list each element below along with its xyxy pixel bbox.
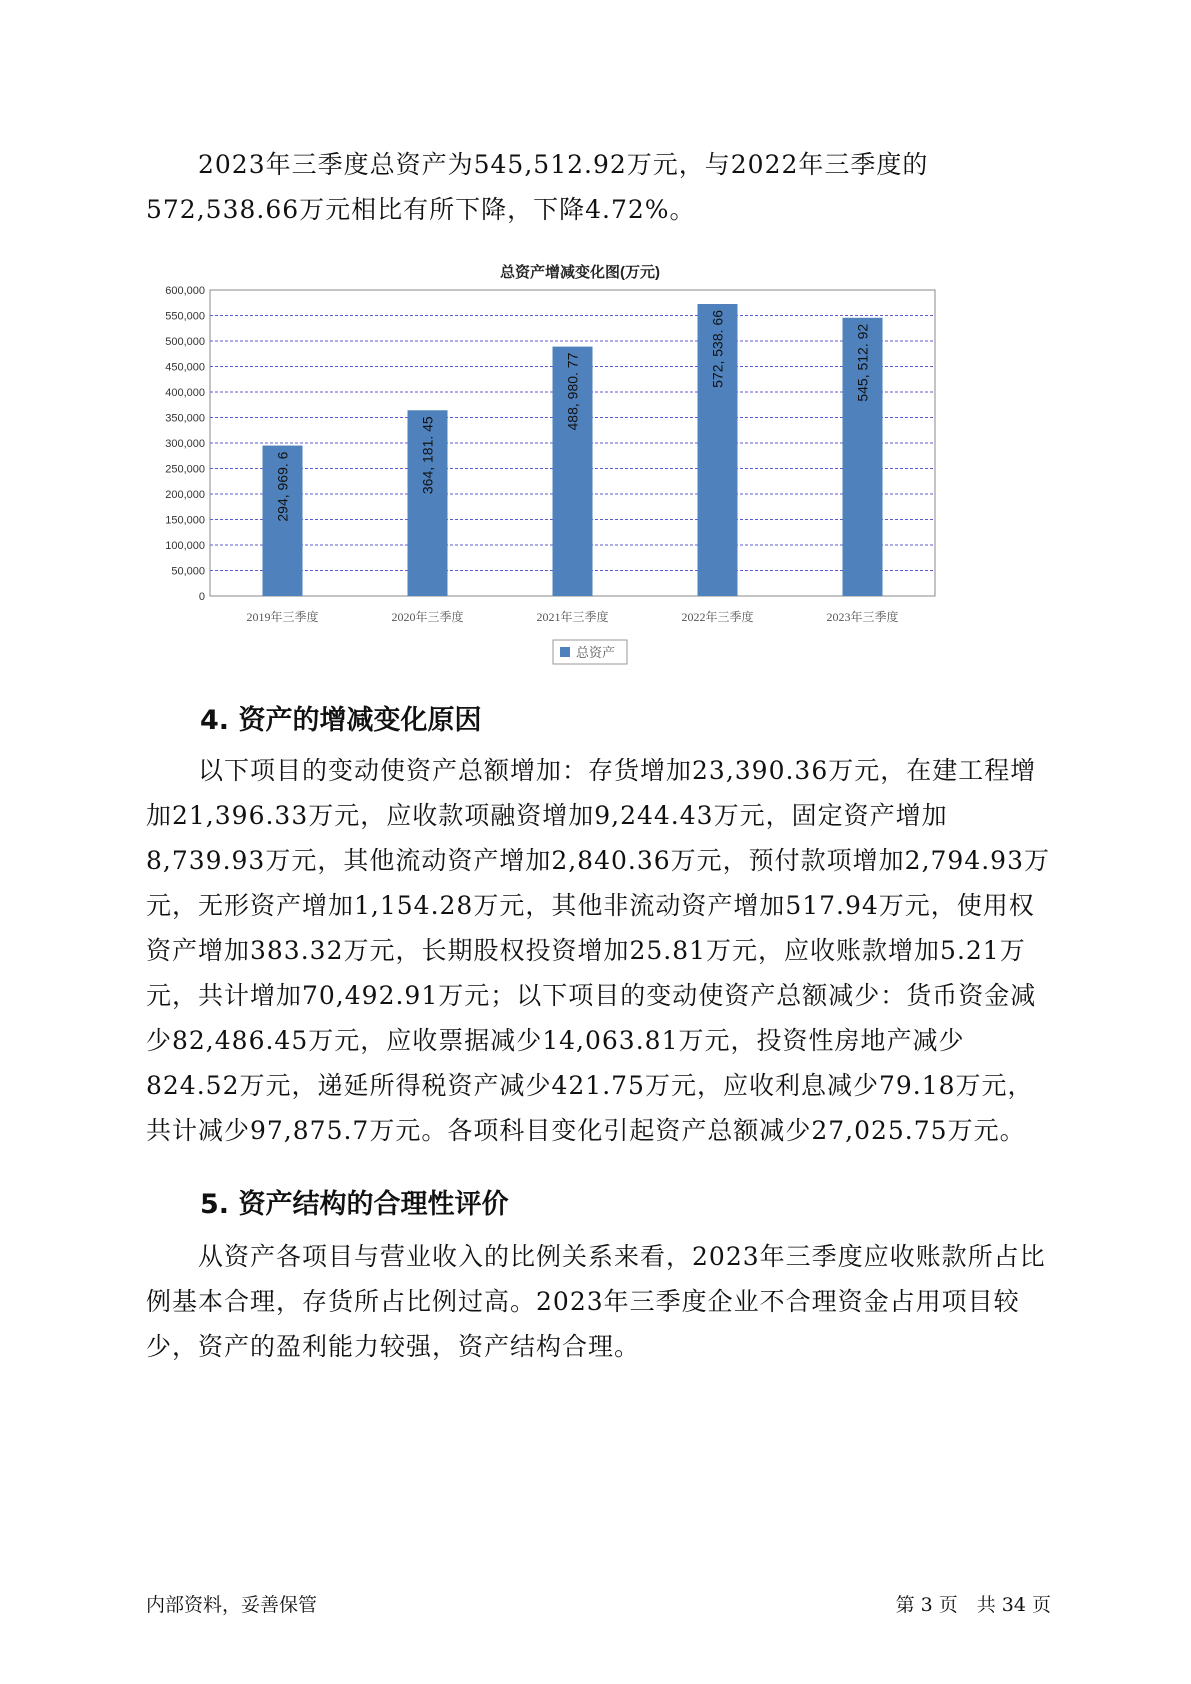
section4-paragraph [146,748,1056,1153]
y-tick-label: 50,000 [171,565,205,578]
x-tick-label: 2020年三季度 [391,610,464,624]
legend-label: 总资产 [576,645,616,660]
section5-paragraph [146,1234,1056,1369]
chart-bars [263,304,883,596]
bar-data-label: 294, 969. 6 [274,451,291,522]
chart-legend [553,640,627,664]
y-tick-label: 300,000 [165,438,205,450]
bar-data-label: 488, 980. 77 [564,352,581,431]
y-tick-label: 100,000 [165,540,205,552]
y-tick-label: 150,000 [165,514,205,527]
y-tick-label: 600,000 [165,285,205,297]
footer-note: 内部资料，妥善保管 [146,1594,318,1616]
section4-text: 以下项目的变动使资产总额增加：存货增加23,390.36万元，在建工程增加21,396.33万元，应收款项融资增加9,244.43万元，固定资产增加8,739.93万元，其他流动资产增加2,840.36万元，预付款项增加2,794.93万元，无形资产增加1,154.28万元，其他非流动资产增加517.94万元，使用权资产增加383.32万元，长期股权投资增加25.81万元，应收账款增加5.21万元，共计增加70,492.91万元；以下项目的变动使资产总额减少：货币资金减少82,486.45万元，应收票据减少14,063.81万元，投资性房地产减少824.52万元，递延所得税资产减少421.75万元，应收利息减少79.18万元，共计减少97,875.7万元。各项科目变化引起资产总额减少27,025.75万元。 [146,756,1050,1145]
x-tick-label: 2019年三季度 [246,610,319,624]
intro-paragraph [146,142,1056,232]
y-tick-label: 500,000 [165,336,205,348]
section4-heading: 4. 资产的增减变化原因 [200,705,482,736]
y-tick-label: 200,000 [165,489,205,501]
x-tick-label: 2021年三季度 [536,610,609,624]
section5-heading: 5. 资产结构的合理性评价 [200,1189,509,1220]
page-number: 第 3 页 共 34 页 [895,1594,1051,1616]
bar-data-label: 572, 538. 66 [709,310,726,388]
y-tick-label: 550,000 [165,310,205,323]
chart-x-axis [246,609,898,624]
legend-swatch [560,647,570,657]
total-assets-bar-chart [160,262,1020,722]
chart-y-axis [165,285,205,603]
y-tick-label: 400,000 [165,387,205,399]
x-tick-label: 2022年三季度 [681,610,754,624]
chart-title: 总资产增减变化图(万元) [500,264,660,281]
y-tick-label: 350,000 [165,412,205,425]
y-tick-label: 250,000 [165,463,205,476]
bar-data-label: 545, 512. 92 [854,323,871,402]
section5-text: 从资产各项目与营业收入的比例关系来看，2023年三季度应收账款所占比例基本合理，存货所占比例过高。2023年三季度企业不合理资金占用项目较少，资产的盈利能力较强，资产结构合理。 [146,1242,1046,1361]
intro-text: 2023年三季度总资产为545,512.92万元，与2022年三季度的572,538.66万元相比有所下降，下降4.72%。 [146,150,929,224]
bar-data-label: 364, 181. 45 [419,416,436,495]
y-tick-label: 450,000 [165,361,205,374]
x-tick-label: 2023年三季度 [826,610,899,624]
y-tick-label: 0 [198,591,205,603]
